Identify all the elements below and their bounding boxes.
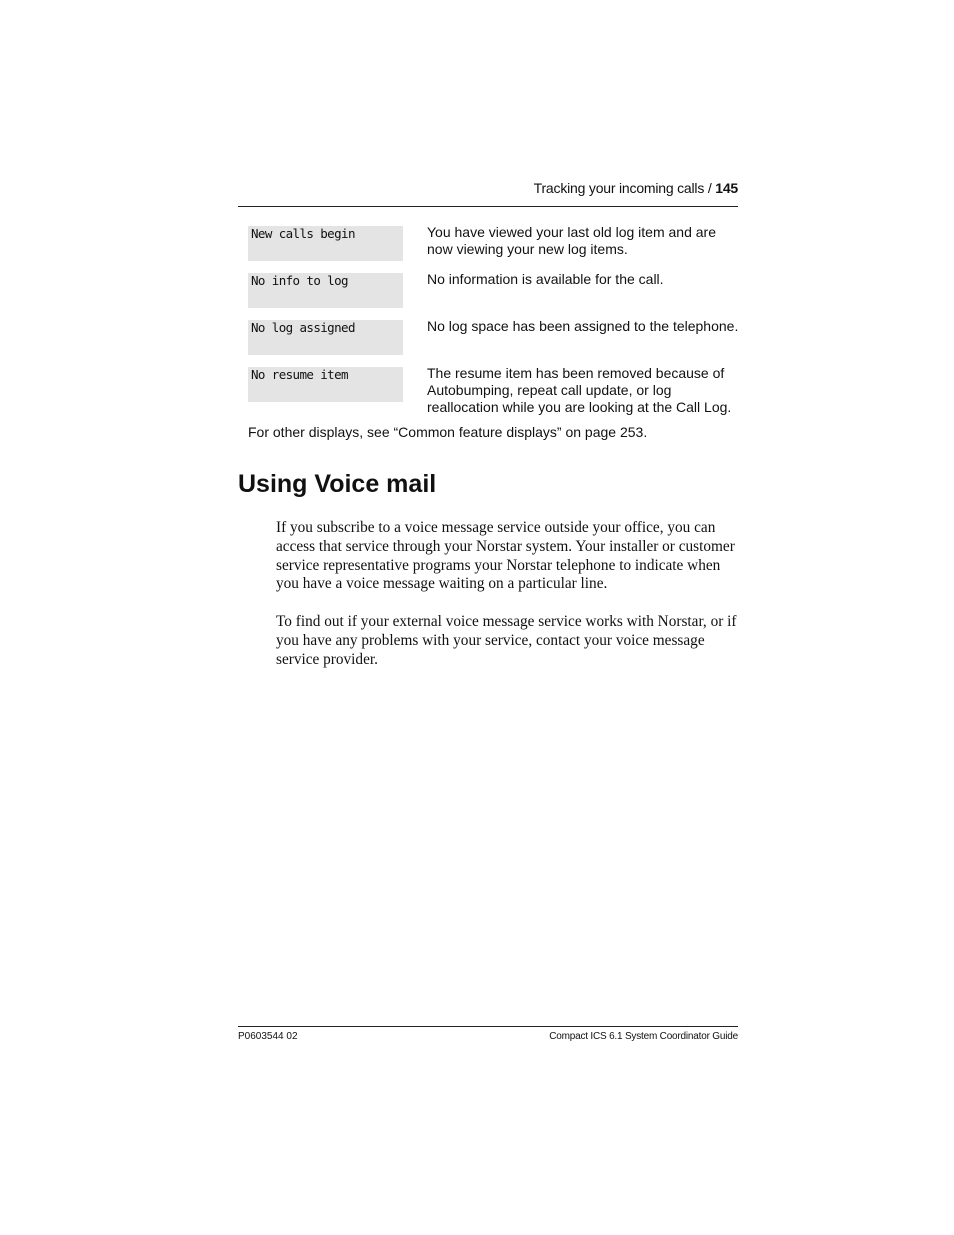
display-screen-text: No resume item xyxy=(251,367,348,382)
display-description: The resume item has been removed because of Autobumping, repeat call update, or log reallocation while you are looking at the Call Log. xyxy=(427,365,732,415)
body-paragraph: To find out if your external voice message service works with Norstar, or if you have any problems with your service, contact your voice message service provider. xyxy=(276,613,737,668)
header-page-number: 145 xyxy=(715,180,738,196)
page-header xyxy=(238,178,738,207)
display-description: You have viewed your last old log item and are now viewing your new log items. xyxy=(427,224,716,257)
display-screen-text: New calls begin xyxy=(251,226,355,241)
display-screen xyxy=(248,367,403,402)
display-description: No log space has been assigned to the telephone. xyxy=(427,318,739,334)
display-description: No information is available for the call. xyxy=(427,271,664,287)
display-screen xyxy=(248,320,403,355)
other-displays-note: For other displays, see “Common feature displays” on page 253. xyxy=(248,424,648,440)
running-header xyxy=(534,180,738,196)
document-number: P0603544 02 xyxy=(238,1031,298,1042)
display-screen xyxy=(248,226,403,261)
page-footer xyxy=(238,1026,738,1047)
body-paragraph: If you subscribe to a voice message service outside your office, you can access that service through your Norstar system. Your installer or customer service representative programs your Norstar telephone to indicate when you have a voice message waiting on a particular line. xyxy=(276,519,735,593)
header-section-title: Tracking your incoming calls / xyxy=(533,180,712,196)
display-screen xyxy=(248,273,403,308)
section-heading: Using Voice mail xyxy=(238,470,437,498)
display-screen-text: No log assigned xyxy=(251,320,355,335)
guide-title: Compact ICS 6.1 System Coordinator Guide xyxy=(549,1031,738,1042)
display-screen-text: No info to log xyxy=(251,273,348,288)
